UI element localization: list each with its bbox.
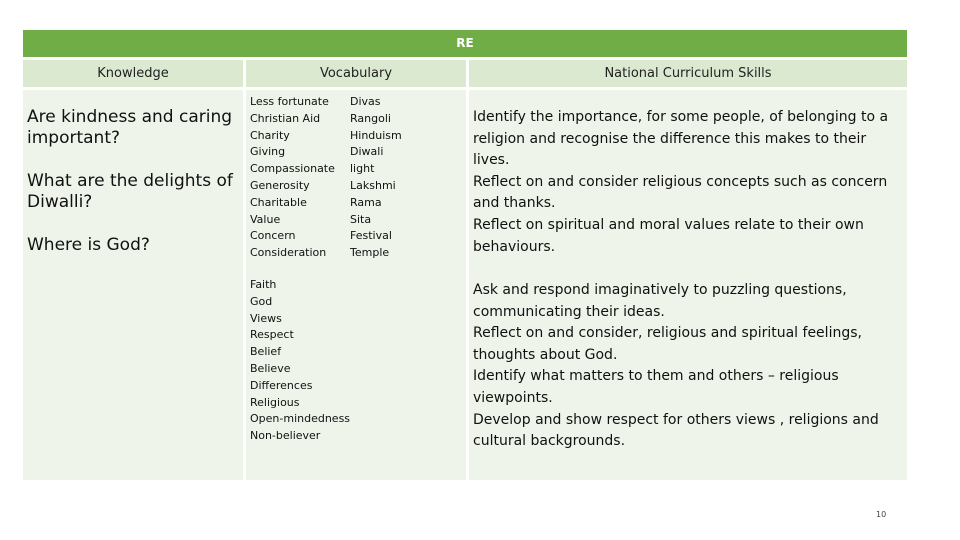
table-title: RE [23, 30, 907, 57]
skills-block-2: Ask and respond imaginatively to puzzling questions, communicating their ideas. Reflect on and consider, religious and spiritual feelings, thoughts about God. Identify what matters to them and others – religious viewpoints. Develop and show respect for others views , religions and cultural backgrounds. [473, 282, 879, 450]
vocab-term: Charitable [250, 195, 307, 209]
re-table [23, 30, 907, 480]
vocab-term: Giving [250, 145, 286, 159]
vocab-row [250, 228, 460, 245]
header-vocabulary: Vocabulary [246, 60, 466, 87]
question-kindness: Are kindness and caring important? [27, 107, 233, 148]
question-god: Where is God? [27, 235, 150, 255]
vocab-row [250, 94, 460, 111]
vocab-word: Respect [250, 328, 294, 342]
knowledge-cell [23, 90, 243, 480]
vocab-word: Views [250, 311, 282, 325]
skills-block-1: Identify the importance, for some people, of belonging to a religion and recognise the difference this makes to their lives. Reflect on and consider religious concepts such as concern and thanks. Reflect on spiritual and moral values relate to their own behaviours. [473, 109, 889, 255]
vocab-term: Charity [250, 128, 290, 142]
vocab-term-diwali: Temple [350, 246, 390, 260]
vocab-term: Consideration [250, 246, 327, 260]
vocab-term: Christian Aid [250, 111, 321, 125]
vocab-term-diwali: Festival [350, 229, 392, 243]
vocab-term: Concern [250, 229, 296, 243]
vocab-term-diwali: Sita [350, 212, 372, 226]
vocab-term: Less fortunate [250, 95, 329, 108]
vocabulary-cell [246, 90, 466, 480]
vocab-row [250, 245, 460, 262]
vocabulary-pairs [250, 94, 460, 262]
vocab-term: Generosity [250, 178, 310, 192]
header-knowledge: Knowledge [23, 60, 243, 87]
vocab-word: God [250, 294, 273, 308]
vocab-term-diwali: Rangoli [350, 111, 391, 125]
vocab-term-diwali: light [350, 162, 375, 176]
vocab-word: Faith [250, 278, 277, 291]
vocab-term-diwali: Lakshmi [350, 178, 396, 192]
vocab-term-diwali: Hinduism [350, 128, 402, 142]
curriculum-cell [469, 90, 907, 480]
vocab-term-diwali: Diwali [350, 145, 384, 159]
vocab-row [250, 144, 460, 161]
header-curriculum: National Curriculum Skills [469, 60, 907, 87]
vocab-row [250, 195, 460, 212]
vocab-word: Open-mindedness [250, 412, 351, 426]
vocab-row [250, 161, 460, 178]
vocab-row [250, 111, 460, 128]
vocab-word: Religious [250, 395, 300, 409]
vocab-row [250, 212, 460, 229]
vocab-term-diwali: Divas [350, 95, 381, 108]
vocab-word: Believe [250, 361, 291, 375]
vocab-row [250, 128, 460, 145]
vocabulary-list [250, 277, 350, 445]
question-diwali: What are the delights of Diwalli? [27, 171, 233, 212]
vocab-row [250, 178, 460, 195]
vocab-word: Non-believer [250, 429, 321, 443]
vocab-term: Compassionate [250, 162, 335, 176]
vocab-word: Belief [250, 345, 282, 359]
vocab-word: Differences [250, 378, 313, 392]
page-number: 10 [876, 510, 887, 519]
vocab-term: Value [250, 212, 281, 226]
vocab-term-diwali: Rama [350, 195, 382, 209]
